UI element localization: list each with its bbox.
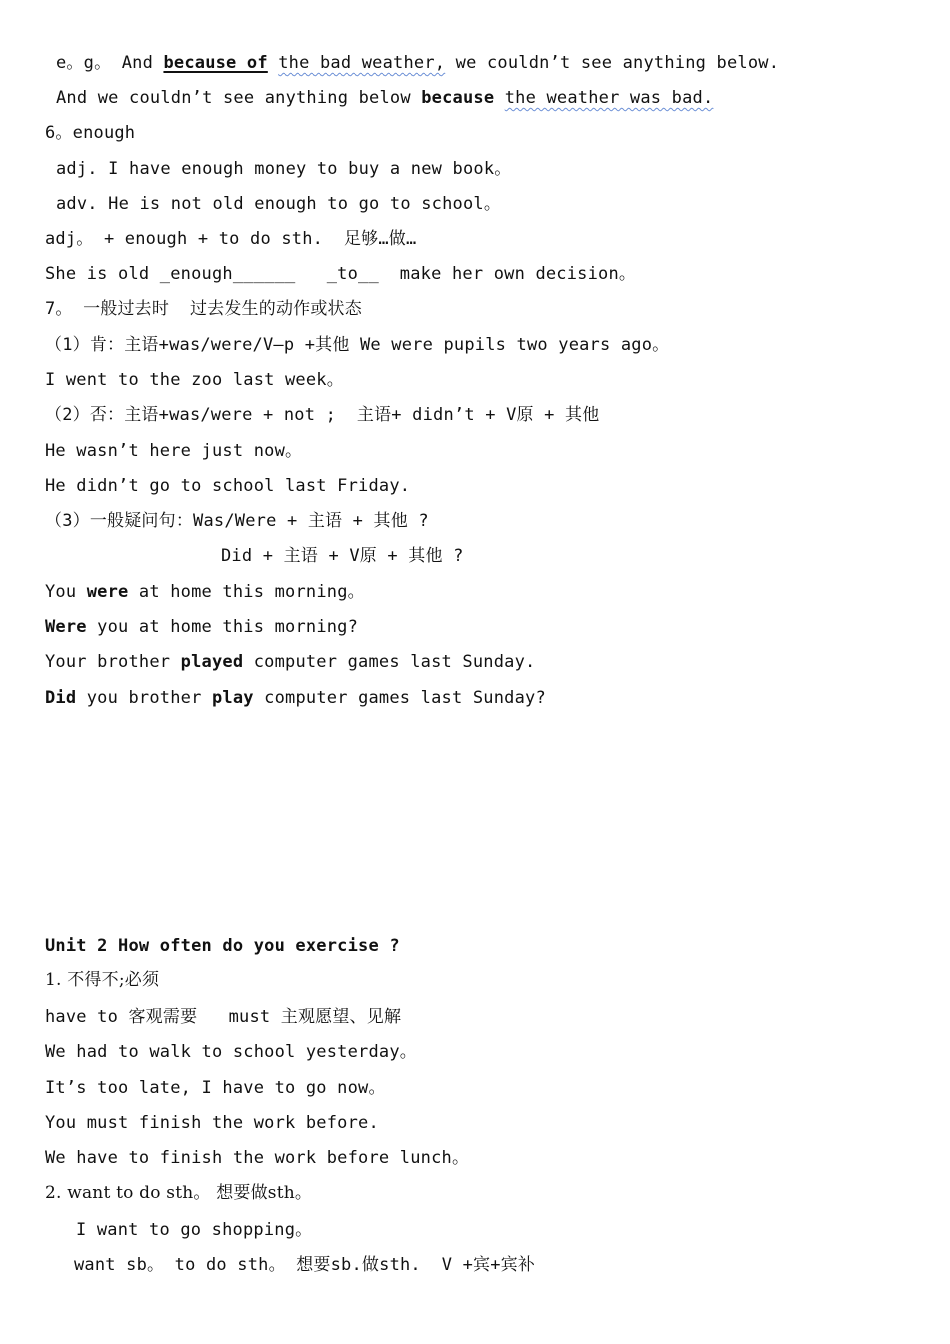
example-line: adj. I have enough money to buy a new book。 (56, 159, 512, 179)
text-segment (494, 88, 504, 108)
example-line (45, 581, 365, 603)
text-segment: you at home this morning? (86, 617, 359, 637)
bold-word: because (421, 88, 495, 108)
example-line-because (56, 87, 713, 109)
bold-word: Were (45, 617, 87, 637)
text-segment: e。g。 And (56, 53, 164, 73)
text-segment: we couldn’t see anything below. (445, 53, 780, 73)
example-line: You must finish the work before. (45, 1113, 379, 1133)
text-segment: You (45, 582, 87, 602)
example-line: I went to the zoo last week。 (45, 370, 344, 390)
text-segment (268, 53, 278, 73)
bold-word: were (86, 582, 129, 602)
section-heading: 2. want to do sth。 想要做sth。 (45, 1183, 313, 1203)
wavy-underlined-phrase: the weather was bad. (504, 88, 714, 108)
example-line-because-of (56, 52, 779, 74)
text-segment: Your brother (45, 652, 181, 672)
example-line: We have to finish the work before lunch。 (45, 1148, 470, 1168)
wavy-underlined-phrase: the bad weather, (278, 53, 446, 73)
bold-word: played (180, 652, 244, 672)
bold-underlined-phrase: because of (163, 53, 268, 73)
exercise-line: She is old _enough______ _to__ make her own decision。 (45, 264, 637, 284)
example-line: He wasn’t here just now。 (45, 441, 303, 461)
example-line (45, 651, 535, 673)
grammar-rule-line: want sb。 to do sth。 想要sb.做sth. V +宾+宾补 (74, 1255, 536, 1275)
example-line: I want to go shopping。 (76, 1220, 313, 1240)
text-segment: computer games last Sunday. (243, 652, 536, 672)
grammar-rule-line: adj。 + enough + to do sth. 足够…做… (45, 229, 417, 249)
bold-word: Did (45, 688, 77, 708)
section-heading-enough: 6。enough (45, 123, 136, 143)
section-heading: 1. 不得不;必须 (45, 970, 160, 990)
bold-word: play (211, 688, 254, 708)
example-line: He didn’t go to school last Friday. (45, 476, 411, 496)
example-line: It’s too late, I have to go now。 (45, 1078, 386, 1098)
example-line (45, 687, 546, 709)
example-line (45, 616, 358, 638)
grammar-rule-line: （2）否：主语+was/were + not ; 主语+ didn’t + V原 + 其他 (45, 405, 600, 425)
grammar-rule-line: （1）肯：主语+was/were/V—p +其他 We were pupils two years ago。 (45, 335, 670, 355)
grammar-rule-line: have to 客观需要 must 主观愿望、见解 (45, 1007, 402, 1027)
example-line: adv. He is not old enough to go to school。 (56, 194, 502, 214)
text-segment: And we couldn’t see anything below (56, 88, 422, 108)
section-heading-past-tense: 7。 一般过去时 过去发生的动作或状态 (45, 299, 362, 319)
example-line: We had to walk to school yesterday。 (45, 1042, 417, 1062)
text-segment: you brother (76, 688, 212, 708)
grammar-rule-line: Did + 主语 + V原 + 其他 ? (221, 546, 464, 566)
text-segment: at home this morning。 (128, 582, 365, 602)
grammar-rule-line: （3）一般疑问句：Was/Were + 主语 + 其他 ? (45, 511, 429, 531)
text-segment: computer games last Sunday? (253, 688, 546, 708)
unit-heading: Unit 2 How often do you exercise ? (45, 936, 400, 956)
